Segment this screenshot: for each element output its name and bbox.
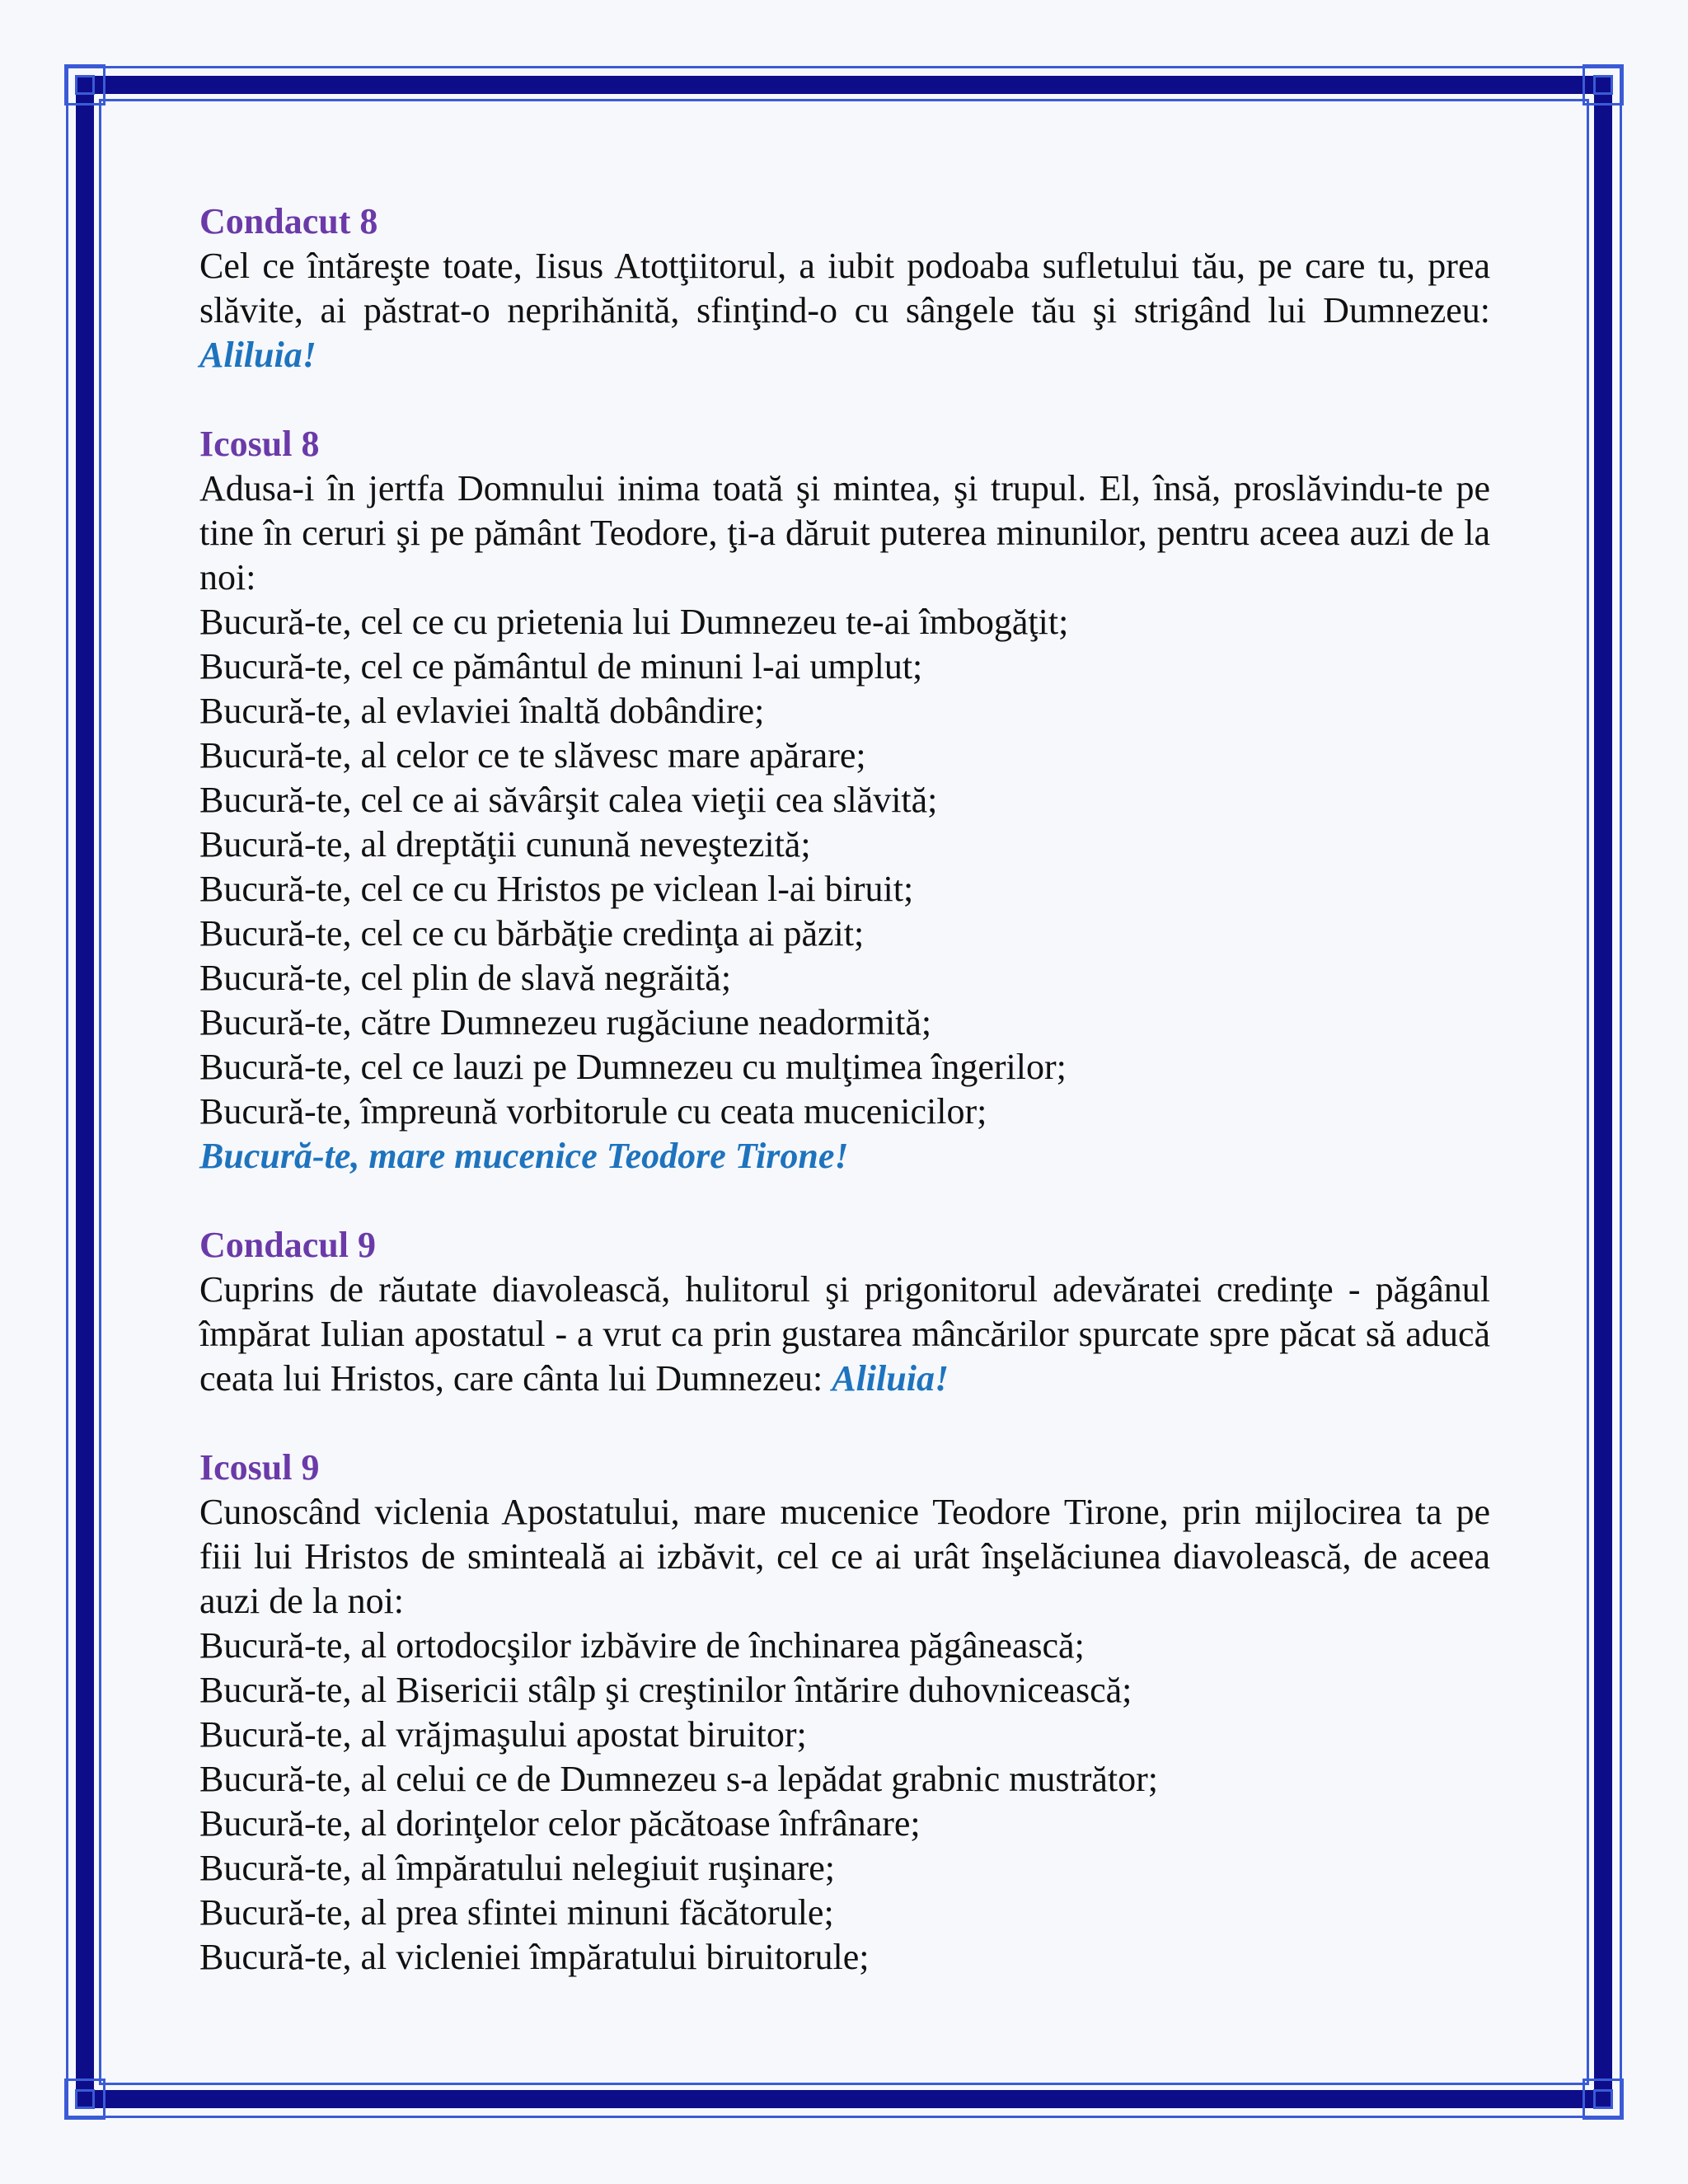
- verse-line: Bucură-te, împreună vorbitorule cu ceata mucenicilor;: [199, 1091, 987, 1132]
- verse-line: Bucură-te, al celor ce te slăvesc mare apărare;: [199, 735, 866, 776]
- verse-line: Bucură-te, al dreptăţii cunună neveştezită;: [199, 824, 811, 865]
- verse-line: Bucură-te, cel ce cu prietenia lui Dumnezeu te-ai îmbogăţit;: [199, 602, 1069, 642]
- section-paragraph: Cunoscând viclenia Apostatului, mare mucenice Teodore Tirone, prin mijlocirea ta pe fiii lui Hristos de sminteală ai izbăvit, cel ce ai urât înşelăciunea diavolească, de aceea auzi de la noi:: [199, 1492, 1490, 1621]
- corner-ornament-bottom-right: [1582, 2079, 1624, 2120]
- section-heading: Icosul 9: [199, 1447, 320, 1488]
- section-heading: Icosul 8: [199, 424, 320, 464]
- verse-line: Bucură-te, al ortodocşilor izbăvire de închinarea păgânească;: [199, 1625, 1085, 1666]
- verse-line: Bucură-te, al dorinţelor celor păcătoase înfrânare;: [199, 1803, 921, 1844]
- refrain-line: Bucură-te, mare mucenice Teodore Tirone!: [199, 1136, 849, 1176]
- verse-line: Bucură-te, al împăratului nelegiuit ruşinare;: [199, 1848, 835, 1888]
- corner-ornament-bottom-left: [64, 2079, 106, 2120]
- verse-line: Bucură-te, către Dumnezeu rugăciune neadormită;: [199, 1002, 932, 1043]
- section-paragraph: [199, 1268, 1490, 1401]
- verse-line: Bucură-te, cel ce pământul de minuni l-ai umplut;: [199, 646, 923, 687]
- alleluia-refrain: Aliluia!: [832, 1358, 950, 1399]
- verse-line: Bucură-te, cel plin de slavă negrăită;: [199, 958, 732, 998]
- section-icosul-9: [199, 1446, 1490, 1980]
- verse-line: Bucură-te, al celui ce de Dumnezeu s-a lepădat grabnic mustrător;: [199, 1759, 1159, 1799]
- section-condacut-8: [199, 199, 1490, 377]
- section-condacul-9: [199, 1223, 1490, 1401]
- verse-line: Bucură-te, cel ce lauzi pe Dumnezeu cu mulţimea îngerilor;: [199, 1047, 1067, 1087]
- document-content: [199, 199, 1490, 2024]
- section-paragraph: Adusa-i în jertfa Domnului inima toată şi mintea, şi trupul. El, însă, proslăvindu-te pe tine în ceruri şi pe pământ Teodore, ţi-a dăruit puterea minunilor, pentru aceea auzi de la noi:: [199, 468, 1490, 598]
- verse-line: Bucură-te, al vicleniei împăratului biruitorule;: [199, 1937, 870, 1977]
- section-heading: Condacut 8: [199, 201, 378, 241]
- corner-ornament-top-left: [64, 64, 106, 105]
- verse-line: Bucură-te, al prea sfintei minuni făcătorule;: [199, 1892, 834, 1933]
- verse-line: Bucură-te, al Bisericii stâlp şi creştinilor întărire duhovnicească;: [199, 1670, 1132, 1710]
- corner-ornament-top-right: [1582, 64, 1624, 105]
- verse-line: Bucură-te, cel ce ai săvârşit calea vieţii cea slăvită;: [199, 780, 938, 820]
- verse-line: Bucură-te, al evlaviei înaltă dobândire;: [199, 691, 765, 731]
- verse-line: Bucură-te, al vrăjmaşului apostat biruitor;: [199, 1714, 807, 1755]
- alleluia-refrain: Aliluia!: [199, 335, 316, 375]
- section-heading: Condacul 9: [199, 1225, 376, 1265]
- paragraph-text: Cuprins de răutate diavolească, hulitorul şi prigonitorul adevăratei credinţe - păgânul împărat Iulian apostatul - a vrut ca prin gustarea mâncărilor spurcate spre păcat să aducă ceata lui Hristos, care cânta lui Dumnezeu:: [199, 1269, 1490, 1399]
- verse-line: Bucură-te, cel ce cu Hristos pe viclean l-ai biruit;: [199, 869, 914, 909]
- section-icosul-8: [199, 422, 1490, 1179]
- verse-line: Bucură-te, cel ce cu bărbăţie credinţa ai păzit;: [199, 913, 865, 954]
- paragraph-text: Cel ce întăreşte toate, Iisus Atotţiitorul, a iubit podoaba sufletului tău, pe care tu, prea slăvite, ai păstrat-o neprihănită, sfinţind-o cu sângele tău şi strigând lui Dumnezeu:: [199, 246, 1490, 330]
- section-paragraph: [199, 244, 1490, 377]
